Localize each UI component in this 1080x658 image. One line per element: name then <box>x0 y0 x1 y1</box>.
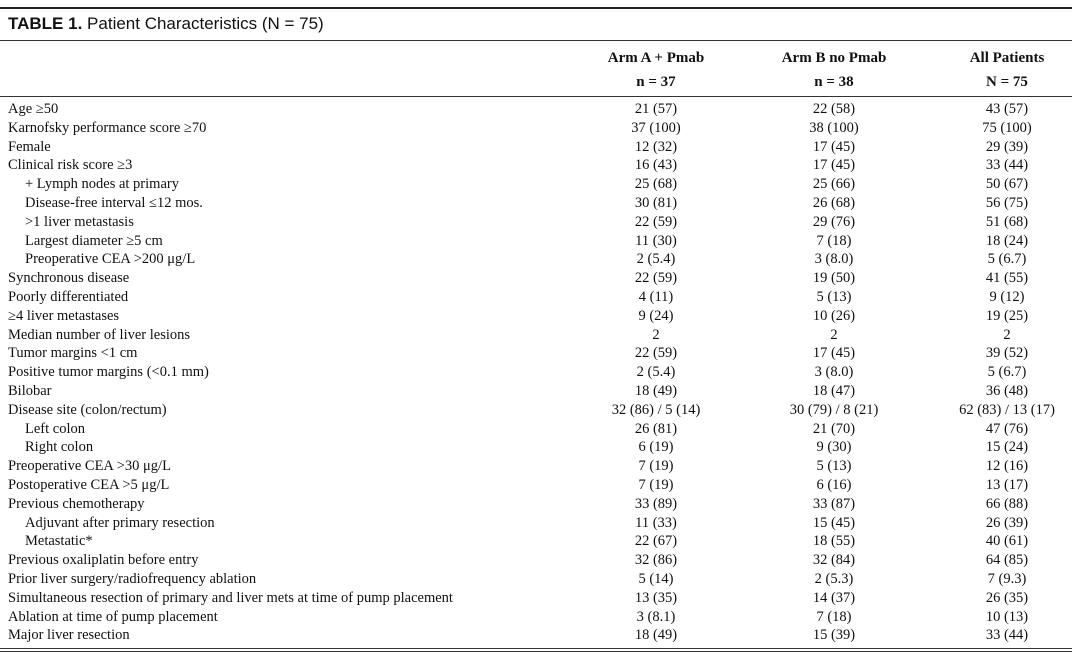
cell-arm-a: 11 (33) <box>635 514 677 531</box>
table-row <box>0 457 1080 476</box>
table-row <box>0 194 1080 213</box>
cell-arm-b: 3 (8.0) <box>814 251 854 268</box>
table-row <box>0 420 1080 439</box>
cell-all-patients: 18 (24) <box>985 232 1029 249</box>
cell-all-patients: 5 (6.7) <box>987 251 1027 268</box>
column-header-all-patients-name: All Patients <box>969 50 1045 66</box>
table-row <box>0 326 1080 345</box>
row-label: Simultaneous resection of primary and liver mets at time of pump placement <box>8 589 453 606</box>
cell-arm-b: 33 (87) <box>812 495 856 512</box>
table-title: Patient Characteristics (N = 75) <box>87 14 324 33</box>
cell-arm-b: 21 (70) <box>812 420 856 437</box>
row-label: Prior liver surgery/radiofrequency ablation <box>8 570 257 587</box>
cell-arm-b: 32 (84) <box>812 552 856 569</box>
bottom-rule-secondary <box>0 651 1072 652</box>
table-row <box>0 514 1080 533</box>
cell-arm-a: 22 (59) <box>634 213 678 230</box>
cell-arm-a: 26 (81) <box>634 420 678 437</box>
row-label: Female <box>8 138 51 155</box>
table-row <box>0 100 1080 119</box>
cell-arm-a: 3 (8.1) <box>636 608 676 625</box>
row-label: Karnofsky performance score ≥70 <box>8 119 207 136</box>
row-label: Previous chemotherapy <box>8 495 145 512</box>
cell-all-patients: 26 (35) <box>985 589 1029 606</box>
cell-arm-b: 7 (18) <box>816 232 852 249</box>
row-label: Previous oxaliplatin before entry <box>8 552 199 569</box>
table-row <box>0 344 1080 363</box>
cell-all-patients: 51 (68) <box>985 213 1029 230</box>
cell-all-patients: 33 (44) <box>985 157 1029 174</box>
column-header-arm-a-name: Arm A + Pmab <box>607 50 705 66</box>
cell-arm-b: 22 (58) <box>812 101 856 117</box>
cell-all-patients: 9 (12) <box>989 288 1025 305</box>
cell-all-patients: 29 (39) <box>985 138 1029 155</box>
cell-all-patients: 5 (6.7) <box>987 364 1027 381</box>
cell-all-patients: 19 (25) <box>985 307 1029 324</box>
cell-arm-a: 30 (81) <box>634 194 678 211</box>
table-row <box>0 438 1080 457</box>
row-label: Largest diameter ≥5 cm <box>25 232 163 249</box>
table-row <box>0 382 1080 401</box>
column-header-arm-b-n: n = 38 <box>814 74 854 90</box>
cell-arm-a: 6 (19) <box>638 439 674 456</box>
table-row <box>0 401 1080 420</box>
table-row <box>0 532 1080 551</box>
cell-arm-a: 21 (57) <box>634 101 678 117</box>
cell-arm-a: 25 (68) <box>634 176 678 193</box>
table-row <box>0 626 1080 645</box>
cell-arm-b: 30 (79) / 8 (21) <box>789 401 879 418</box>
cell-arm-b: 15 (45) <box>812 514 856 531</box>
table-row <box>0 363 1080 382</box>
column-header-all-patients-n: N = 75 <box>986 74 1028 90</box>
row-label: Synchronous disease <box>8 270 130 287</box>
table-row <box>0 213 1080 232</box>
top-rule <box>0 7 1072 9</box>
row-label: Tumor margins <1 cm <box>8 345 138 362</box>
cell-arm-b: 6 (16) <box>816 476 852 493</box>
row-label: Left colon <box>25 420 85 437</box>
column-header-arm-a <box>586 46 726 94</box>
cell-arm-b: 19 (50) <box>812 270 856 287</box>
cell-arm-a: 11 (30) <box>635 232 677 249</box>
column-header-arm-b <box>764 46 904 94</box>
cell-arm-a: 22 (59) <box>634 345 678 362</box>
row-label: Poorly differentiated <box>8 288 129 305</box>
cell-arm-a: 5 (14) <box>638 570 674 587</box>
cell-all-patients: 36 (48) <box>985 382 1029 399</box>
row-label: Disease-free interval ≤12 mos. <box>25 194 203 211</box>
column-header-all-patients <box>942 46 1072 94</box>
cell-arm-b: 26 (68) <box>812 194 856 211</box>
cell-arm-a: 13 (35) <box>634 589 678 606</box>
row-label: >1 liver metastasis <box>25 213 134 230</box>
row-label: Preoperative CEA >200 μg/L <box>25 251 196 268</box>
cell-all-patients: 66 (88) <box>985 495 1029 512</box>
cell-all-patients: 43 (57) <box>985 101 1029 117</box>
cell-arm-a: 12 (32) <box>634 138 678 155</box>
column-header-arm-a-n: n = 37 <box>636 74 676 90</box>
table-row <box>0 495 1080 514</box>
cell-arm-b: 15 (39) <box>812 627 856 644</box>
row-label: Right colon <box>25 439 94 456</box>
cell-arm-b: 17 (45) <box>812 345 856 362</box>
cell-all-patients: 33 (44) <box>985 627 1029 644</box>
cell-arm-b: 38 (100) <box>809 119 859 136</box>
table-row <box>0 589 1080 608</box>
cell-all-patients: 64 (85) <box>985 552 1029 569</box>
cell-arm-b: 17 (45) <box>812 157 856 174</box>
cell-arm-a: 16 (43) <box>634 157 678 174</box>
cell-all-patients: 10 (13) <box>985 608 1029 625</box>
row-label: Median number of liver lesions <box>8 326 191 343</box>
cell-arm-b: 5 (13) <box>816 288 852 305</box>
cell-arm-a: 37 (100) <box>631 119 681 136</box>
row-label: Disease site (colon/rectum) <box>8 401 167 418</box>
cell-arm-b: 18 (55) <box>812 533 856 550</box>
cell-arm-b: 10 (26) <box>812 307 856 324</box>
row-label: Bilobar <box>8 382 52 399</box>
table-row <box>0 119 1080 138</box>
cell-all-patients: 62 (83) / 13 (17) <box>959 401 1055 418</box>
cell-arm-a: 9 (24) <box>638 307 674 324</box>
cell-arm-b: 9 (30) <box>816 439 852 456</box>
bottom-rule <box>0 648 1072 649</box>
table-row <box>0 476 1080 495</box>
cell-arm-b: 18 (47) <box>812 382 856 399</box>
table-row <box>0 175 1080 194</box>
cell-arm-a: 32 (86) <box>634 552 678 569</box>
header-rule <box>0 96 1072 97</box>
cell-all-patients: 40 (61) <box>985 533 1029 550</box>
cell-all-patients: 47 (76) <box>985 420 1029 437</box>
table-body <box>0 100 1080 645</box>
cell-arm-a: 2 (5.4) <box>636 251 676 268</box>
cell-arm-a: 22 (59) <box>634 270 678 287</box>
row-label: Major liver resection <box>8 627 130 644</box>
table-row <box>0 232 1080 251</box>
row-label: Ablation at time of pump placement <box>8 608 218 625</box>
cell-arm-b: 7 (18) <box>816 608 852 625</box>
cell-all-patients: 12 (16) <box>985 458 1029 475</box>
cell-arm-b: 14 (37) <box>812 589 856 606</box>
cell-arm-a: 18 (49) <box>634 382 678 399</box>
row-label: Metastatic* <box>25 533 93 550</box>
cell-all-patients: 7 (9.3) <box>987 570 1027 587</box>
cell-arm-b: 25 (66) <box>812 176 856 193</box>
cell-arm-a: 33 (89) <box>634 495 678 512</box>
cell-all-patients: 13 (17) <box>985 476 1029 493</box>
row-label: Positive tumor margins (<0.1 mm) <box>8 364 209 381</box>
cell-all-patients: 75 (100) <box>982 119 1032 136</box>
cell-all-patients: 2 <box>1003 326 1011 343</box>
table-label: TABLE 1. <box>8 14 83 33</box>
row-label: Adjuvant after primary resection <box>25 514 215 531</box>
table-row <box>0 288 1080 307</box>
cell-arm-a: 7 (19) <box>638 476 674 493</box>
cell-arm-a: 32 (86) / 5 (14) <box>611 401 701 418</box>
cell-arm-a: 7 (19) <box>638 458 674 475</box>
table-row <box>0 250 1080 269</box>
table-row <box>0 138 1080 157</box>
row-label: Preoperative CEA >30 μg/L <box>8 458 171 475</box>
cell-all-patients: 56 (75) <box>985 194 1029 211</box>
cell-arm-b: 2 <box>830 326 838 343</box>
table-row <box>0 608 1080 627</box>
cell-arm-b: 2 (5.3) <box>814 570 854 587</box>
cell-all-patients: 15 (24) <box>985 439 1029 456</box>
cell-arm-a: 2 <box>652 326 660 343</box>
cell-arm-a: 4 (11) <box>638 288 674 305</box>
row-label: Age ≥50 <box>8 101 59 117</box>
row-label: + Lymph nodes at primary <box>25 176 179 193</box>
cell-all-patients: 39 (52) <box>985 345 1029 362</box>
cell-arm-a: 22 (67) <box>634 533 678 550</box>
row-label: Clinical risk score ≥3 <box>8 157 133 174</box>
table-row <box>0 551 1080 570</box>
table-row <box>0 570 1080 589</box>
cell-all-patients: 41 (55) <box>985 270 1029 287</box>
column-header-arm-b-name: Arm B no Pmab <box>781 50 887 66</box>
row-label: ≥4 liver metastases <box>8 307 120 324</box>
row-label: Postoperative CEA >5 μg/L <box>8 476 170 493</box>
cell-arm-a: 2 (5.4) <box>636 364 676 381</box>
table-row <box>0 307 1080 326</box>
caption-rule <box>0 40 1072 41</box>
table-row <box>0 269 1080 288</box>
cell-arm-b: 29 (76) <box>812 213 856 230</box>
table-row <box>0 156 1080 175</box>
cell-all-patients: 50 (67) <box>985 176 1029 193</box>
cell-arm-b: 17 (45) <box>812 138 856 155</box>
cell-all-patients: 26 (39) <box>985 514 1029 531</box>
cell-arm-b: 3 (8.0) <box>814 364 854 381</box>
table-caption <box>8 13 324 35</box>
cell-arm-a: 18 (49) <box>634 627 678 644</box>
cell-arm-b: 5 (13) <box>816 458 852 475</box>
